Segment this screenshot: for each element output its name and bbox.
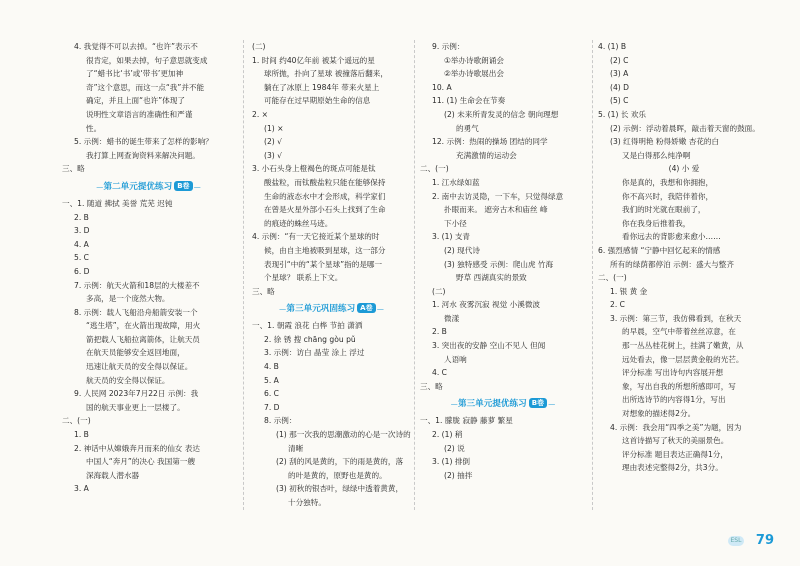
answer-line: (4) 小 爱 <box>668 164 700 174</box>
column-divider <box>243 40 244 510</box>
answer-line: 三、略 <box>252 286 275 296</box>
answer-line: 航天员的安全得以保证。 <box>86 375 170 385</box>
answer-line: 3. (1) 支青 <box>432 232 471 242</box>
section-banner: — 第三单元提优练习 B卷 — <box>450 399 555 410</box>
answer-line: 多高，是一个庞然大物。 <box>86 294 170 304</box>
answer-line: 4. 我觉得不可以去掉。“也许”表示不 <box>74 42 198 51</box>
answer-line: 在曾是火星外部小石头上找到了生命 <box>264 205 386 215</box>
answer-line: 二、(一) <box>420 164 449 174</box>
section-title: 第三单元巩固练习 <box>286 304 356 315</box>
section-banner: — 第二单元提优练习 B卷 — <box>96 181 200 192</box>
answer-line: (2) 示例：浮动着晨晖，敲击着天窗的鼓面。 <box>610 123 760 133</box>
column-4 <box>598 40 758 475</box>
answer-line: 2. × <box>252 109 269 119</box>
answer-line: 7. 示例：航天火箭和18层的大楼差不 <box>74 280 200 290</box>
answer-line: (2) 现代诗 <box>444 245 480 255</box>
answer-line: 下小径 <box>444 218 467 228</box>
column-divider <box>414 40 415 510</box>
answer-line: 这首诗描写了秋天的美丽景色。 <box>622 436 729 446</box>
answer-line: 的勇气 <box>456 123 479 133</box>
answer-line: 你在我身后推着我， <box>622 218 691 228</box>
answer-line: ①举办诗歌朗诵会 <box>444 55 504 65</box>
answer-line: 看你远去的背影愈来愈小…… <box>622 232 721 242</box>
answer-line: 扑眼而来。 遮旁古木和庙丝 峰 <box>444 205 548 215</box>
section-title: 第三单元提优练习 <box>457 399 527 410</box>
answer-line: ②举办诗歌展出会 <box>444 69 504 79</box>
answer-line: (2) 说 <box>444 443 465 453</box>
answer-line: 又是白得那么纯净啊 <box>622 150 691 160</box>
answer-line: (1) × <box>264 123 284 133</box>
answer-line: 6. D <box>74 266 90 276</box>
answer-line: 4. A <box>74 239 89 249</box>
answer-line: (3) A <box>610 69 629 79</box>
answer-line: 3. (1) 排倒 <box>432 457 471 467</box>
answer-line: 二、(一) <box>598 273 627 283</box>
answer-line: 在航天员能够安全返回地面， <box>86 348 185 358</box>
answer-line: 1. 时间 约40亿年前 被某个遥远的星 <box>252 55 375 65</box>
answer-line: 远处看去，像一层层黄金般的光芒。 <box>622 354 744 364</box>
answer-line: 3. A <box>74 484 89 494</box>
answer-line: 说明性文章语言的准确性和严谨 <box>86 109 193 119</box>
answer-line: 你不高兴时，我陪伴着你， <box>622 191 714 201</box>
answer-line: 6. C <box>264 389 279 399</box>
answer-line: 我们的时光就在眼前了， <box>622 205 706 215</box>
answer-line: (2) 刮的风是黄的，下的雨是黄的，落 <box>276 457 404 467</box>
answer-line: (5) C <box>610 96 629 106</box>
answer-line: 酸盐粒，而钛酸盐粒只能在能够保持 <box>264 177 386 187</box>
answer-line: 1. 银 黄 金 <box>610 286 648 296</box>
answer-line: 三、略 <box>62 164 85 174</box>
answer-line: 的痕迹的蛛丝马迹。 <box>264 218 333 228</box>
answer-line: 5. (1) 长 欢乐 <box>598 109 647 119</box>
answer-line: (3) 初秋的银杏叶，绿绿中透着黄黄， <box>276 484 404 494</box>
answer-line: 人语响 <box>444 354 467 364</box>
answer-line: 评分标准 写出诗句内容展开想 <box>622 368 724 378</box>
answer-line: 那一丛丛桂花树上，挂满了嫩黄，从 <box>622 341 744 351</box>
answer-line: 理由表述完整得2分，共3分。 <box>622 463 723 473</box>
column-1 <box>62 40 234 496</box>
answer-line: (2) √ <box>264 137 283 147</box>
answer-line: (3) 独特感受 示例：爬山虎 竹海 <box>444 259 554 269</box>
answer-line: 2. 徐 锈 搜 chāng gòu pǔ <box>264 334 356 344</box>
answer-line: 一、1. 随道 拂拭 美誉 荒芜 迟钝 <box>62 198 173 208</box>
answer-line: 2. 南中去访灵隐，一下车，只觉得绿意 <box>432 191 564 201</box>
answer-line: 2. C <box>610 300 625 310</box>
answer-line: 出所选诗节的内容得1分，写出 <box>622 395 726 405</box>
column-2 <box>252 40 410 510</box>
answer-line: 3. 示例：第三节，我仿佛看到，在秋天 <box>610 313 742 323</box>
answer-line: 躺在了冰原上 1984年 带来火星上 <box>264 82 380 92</box>
answer-line: 二、(一) <box>62 416 91 426</box>
answer-line: 一、1. 朦胧 寂静 藤萝 繁星 <box>420 416 513 426</box>
answer-line: (3) √ <box>264 150 283 160</box>
answer-line: 迅速让航天员的安全得以保证。 <box>86 362 193 372</box>
answer-line: 11. (1) 生命会在节奏 <box>432 96 506 106</box>
answer-line: 性。 <box>86 123 102 133</box>
answer-line: 野草 西湖真实的景致 <box>456 273 527 283</box>
answer-line: 所有的绿荫都停泊 示例：盛大与整齐 <box>610 259 734 269</box>
answer-line: 十分独特。 <box>288 498 326 507</box>
answer-line: 5. C <box>74 253 89 263</box>
answer-line: 2. B <box>432 327 447 337</box>
answer-line: 球所抛，扑向了星球 被撞落后翻来， <box>264 69 388 79</box>
answer-line: 4. C <box>432 368 447 378</box>
answer-line: 中国人“奔月”的决心 我国第一艘 <box>86 457 195 467</box>
answer-line: 3. D <box>74 226 90 236</box>
answer-line: 评分标准 题目表达正确得1分， <box>622 449 728 459</box>
answer-line: 2. (1) 稍 <box>432 430 463 440</box>
answer-line: 9. 示例： <box>432 42 465 51</box>
answer-line: 4. (1) B <box>598 42 627 51</box>
answer-line: 候，由自主地被吸到星球，这一部分 <box>264 245 386 255</box>
answer-line: 2. 神话中从嫦娥奔月而来的仙女 表达 <box>74 443 200 453</box>
page-number: 79 <box>755 533 774 548</box>
answer-line: 1. B <box>74 430 89 440</box>
answer-line: 一、1. 朝霞 浪花 白桦 节拍 潇洒 <box>252 321 363 331</box>
answer-line: 表现引“中的“某个星球”指的是哪一 <box>264 259 383 269</box>
answer-line: (2) C <box>610 55 629 65</box>
answer-line: 微漾 <box>444 313 460 323</box>
answer-line: 4. B <box>264 362 279 372</box>
answer-line: 的早晨，空气中带着丝丝凉意，在 <box>622 327 736 337</box>
answer-line: 可能存在过早期原始生命的信息 <box>264 96 371 106</box>
column-divider <box>592 40 593 510</box>
answer-line: (3) 红得明艳 粉得娇嫩 杏花的白 <box>610 137 720 147</box>
answer-line: 我打算上网查询资料来解决问题。 <box>86 150 200 160</box>
answer-line: 5. A <box>264 375 279 385</box>
answer-line: (1) 那一次我的思潮激动的心是一次诗的 <box>276 430 411 440</box>
answer-line: 奇”这个意思，而这一点“我”并不能 <box>86 82 205 92</box>
answer-line: 箭把载人飞船拉离箭体，让航天员 <box>86 334 200 344</box>
answer-line: 3. 突出夜的安静 空山不见人 但闻 <box>432 341 546 351</box>
answer-line: 6. 强烈感情 “宁静中回忆起来的情感 <box>598 245 721 255</box>
answer-line: (2) 抽拌 <box>444 470 473 480</box>
answer-line: 1. 江水绿如蓝 <box>432 177 480 187</box>
section-badge: A卷 <box>357 303 375 313</box>
answer-line: 了“蜡书比‘书’或‘带书’更加神 <box>86 69 184 79</box>
answer-line: 象，写出自我的所想所感即可，写 <box>622 381 736 391</box>
answer-line: 9. 人民网 2023年7月22日 示例：我 <box>74 389 199 399</box>
answer-line: 5. 示例：蜡书的诞生带来了怎样的影响？ <box>74 137 213 147</box>
answer-line: 8. 示例： <box>264 416 297 426</box>
section-banner: — 第三单元巩固练习 A卷 — <box>279 304 383 315</box>
answer-line: 充满激情的运动会 <box>456 150 517 160</box>
answer-line: 个星球？ 联系上下文。 <box>264 273 343 283</box>
answer-line: 生命的液态水中才会形成，科学家们 <box>264 191 386 201</box>
answer-line: 1. 河水 夜雾沉寂 视觉 小溪微波 <box>432 300 541 310</box>
section-title: 第二单元提优练习 <box>103 181 173 192</box>
answer-line: 的叶是黄的，原野也是黄的。 <box>288 470 387 480</box>
section-badge: B卷 <box>529 398 547 408</box>
answer-line: 3. 示例：访白 晶莹 涂上 浮过 <box>264 348 365 358</box>
answer-line: 4. 示例：我会用“四季之美”为题，因为 <box>610 422 742 432</box>
answer-line: 确定，并且上面“也许”体现了 <box>86 96 185 106</box>
answer-line: “逃生塔”，在火箭出现故障，用火 <box>86 321 201 331</box>
answer-line: 8. 示例：载人飞船沿舟船箭安装一个 <box>74 307 198 317</box>
answer-line: 清晰 <box>288 443 304 453</box>
answer-line: 12. 示例：热闹的操场 团结的同学 <box>432 137 548 147</box>
answer-line: (2) 未来所青发灵的信念 朝向理想 <box>444 109 559 119</box>
answer-line: 三、略 <box>420 381 443 391</box>
answer-line: 4. 示例：“有一天它接近某个星球的时 <box>252 232 380 242</box>
section-badge: B卷 <box>174 181 192 191</box>
answer-line: 2. B <box>74 212 89 222</box>
answer-line: (二) <box>252 42 266 51</box>
answer-line: 你是真的，我想和你拥抱， <box>622 177 714 187</box>
answer-line: 很肯定，如果去掉，句子意思就变成 <box>86 55 208 65</box>
answer-line: 7. D <box>264 402 280 412</box>
answer-line: 国的航天事业更上一层楼了。 <box>86 402 185 412</box>
column-3 <box>420 40 585 482</box>
page-number-decoration: ESL <box>728 536 744 546</box>
answer-line: 10. A <box>432 82 452 92</box>
answer-line: (4) D <box>610 82 630 92</box>
answer-line: 对想象的描述得2分。 <box>622 409 696 419</box>
answer-line: (二) <box>432 286 446 296</box>
answer-line: 深海载人潜水器 <box>86 470 140 480</box>
answer-line: 3. 小石头身上橙褐色的斑点可能是钛 <box>252 164 376 174</box>
